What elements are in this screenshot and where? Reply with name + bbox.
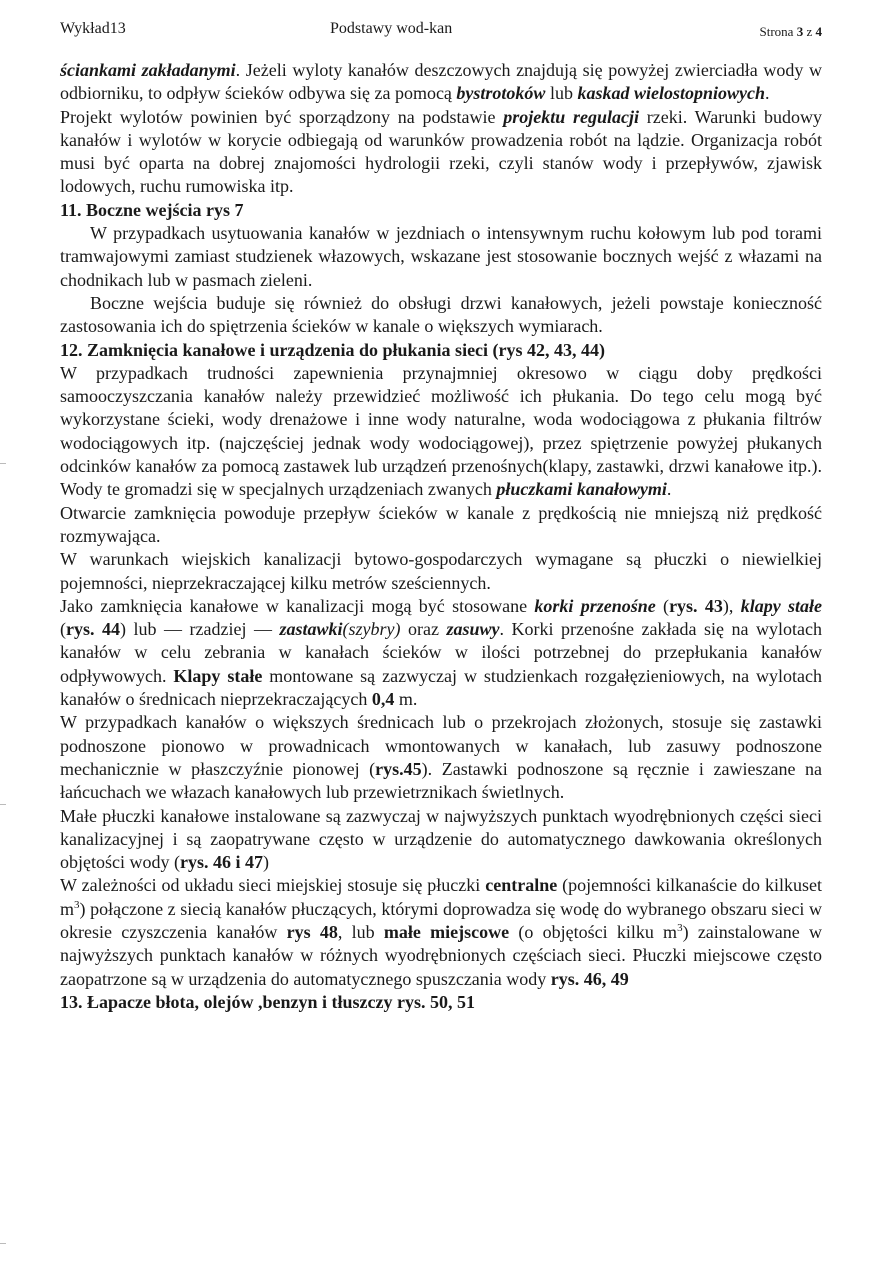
paragraph-closures: Jako zamknięcia kanałowe w kanalizacji mogą być stosowane korki przenośne (rys. 43), klapy stałe (rys. 44) lub — rzadziej — zastawki(szybry) oraz zasuwy. Korki przenośne zakłada się na wylotach kanałów w celu zebrania w kanałach ścieków w ilości potrzebnej do przepłukania kanałów odpływowych. Klapy stałe montowane są zazwyczaj w studzienkach rozgałęzieniowych, na wylotach kanałów o średnicach nieprzekraczających 0,4 m. (60, 595, 823, 710)
section-heading-13: 13. Łapacze błota, olejów ,benzyn i tłuszczy rys. 50, 51 (60, 991, 475, 1012)
paragraph-small-flushers: Małe płuczki kanałowe instalowane są zazwyczaj w najwyższych punktach wyodrębnionych części sieci kanalizacyjnej i są zaopatrywane często w urządzenie do automatycznego dawkowania określonych objętości wody (rys. 46 i 47) (60, 805, 822, 873)
document-body (60, 59, 822, 1014)
paragraph-side-entries: W przypadkach usytuowania kanałów w jezdniach o intensywnym ruchu kołowym lub pod torami tramwajowymi zamiast studzienek włazowych, wskazane jest stosowanie bocznych wejść z włazami na chodnikach lub w pasmach zieleni. (60, 223, 822, 290)
paragraph-side-entries-doors: Boczne wejścia buduje się również do obsługi drzwi kanałowych, jeżeli powstaje konieczność zastosowania ich do spiętrzenia ścieków w kanale o większych wymiarach. (60, 292, 822, 337)
page-header (60, 20, 822, 46)
paragraph-central-flushers: W zależności od układu sieci miejskiej stosuje się płuczki centralne (pojemności kilkanaście do kilkuset $m^3$) połączone z siecią kanałów płuczących, którymi doprowadza się wodę do wybranego obszaru sieci w okresie czyszczenia kanałów rys 48, lub małe miejscowe (o objętości kilku $m^3$) zainstalowane w najwyższych punktach kanałów w różnych wyodrębnionych częściach sieci. Płuczki miejscowe często zaopatrzone są w urządzenia do automatycznego spuszczania wody rys. 46, 49 (60, 875, 823, 989)
scan-mark (0, 1243, 6, 1244)
lecture-label: Wykład13 (60, 20, 126, 37)
scan-mark (0, 804, 6, 805)
paragraph-outlet-design: Projekt wylotów powinien być sporządzony na podstawie projektu regulacji rzeki. Warunki budowy kanałów i wylotów w korycie odbiegają od warunków prowadzenia robót na lądzie. Organizacja robót musi być oparta na dobrej znajomości hydrologii rzeki, czyli stanów wody i przepływów, zjawisk lodowych, ruchu rumowiska itp. (60, 106, 822, 197)
section-heading-12: 12. Zamknięcia kanałowe i urządzenia do płukania sieci (rys 42, 43, 44) (60, 339, 606, 360)
paragraph-outlets-continued: ściankami zakładanymi. Jeżeli wyloty kanałów deszczowych znajdują się powyżej zwierciadła wody w odbiorniku, to odpływ ścieków odbywa się za pomocą bystrotoków lub kaskad wielostopniowych. (60, 60, 822, 104)
page-number: Strona 3 z 4 (759, 24, 822, 39)
paragraph-large-sewers: W przypadkach kanałów o większych średnicach lub o przekrojach złożonych, stosuje się zastawki podnoszone pionowo w prowadnicach wmontowanych w kanałach, lub zasuwy podnoszone mechanicznie w płaszczyźnie pionowej (rys.45). Zastawki podnoszone są ręcznie i zawieszane na łańcuchach we włazach kanałowych lub przewietrznikach świetlnych. (60, 712, 822, 803)
paragraph-flushing: W przypadkach trudności zapewnienia przynajmniej okresowo w ciągu doby prędkości samooczyszczania kanałów należy przewidzieć możliwość ich płukania. Do tego celu mogą być wykorzystane ścieki, wody drenażowe i inne wody naturalne, woda wodociągowa z płukania filtrów wodociągowych itp. (najczęściej jednak wody wodociągowej), przez spiętrzenie powyżej płukanych odcinków kanałów za pomocą zastawek lub urządzeń przenośnych(klapy, zastawki, drzwi kanałowe itp.). Wody te gromadzi się w specjalnych urządzeniach zwanych płuczkami kanałowymi. (60, 362, 822, 500)
paragraph-rural: W warunkach wiejskich kanalizacji bytowo-gospodarczych wymagane są płuczki o niewielkiej pojemności, nieprzekraczającej kilku metrów sześciennych. (60, 549, 822, 593)
section-heading-11: 11. Boczne wejścia rys 7 (60, 199, 244, 220)
paragraph-opening: Otwarcie zamknięcia powoduje przepływ ścieków w kanale z prędkością nie mniejszą niż prędkość rozmywająca. (60, 502, 822, 546)
course-title: Podstawy wod-kan (330, 20, 453, 37)
scan-mark (0, 463, 6, 464)
